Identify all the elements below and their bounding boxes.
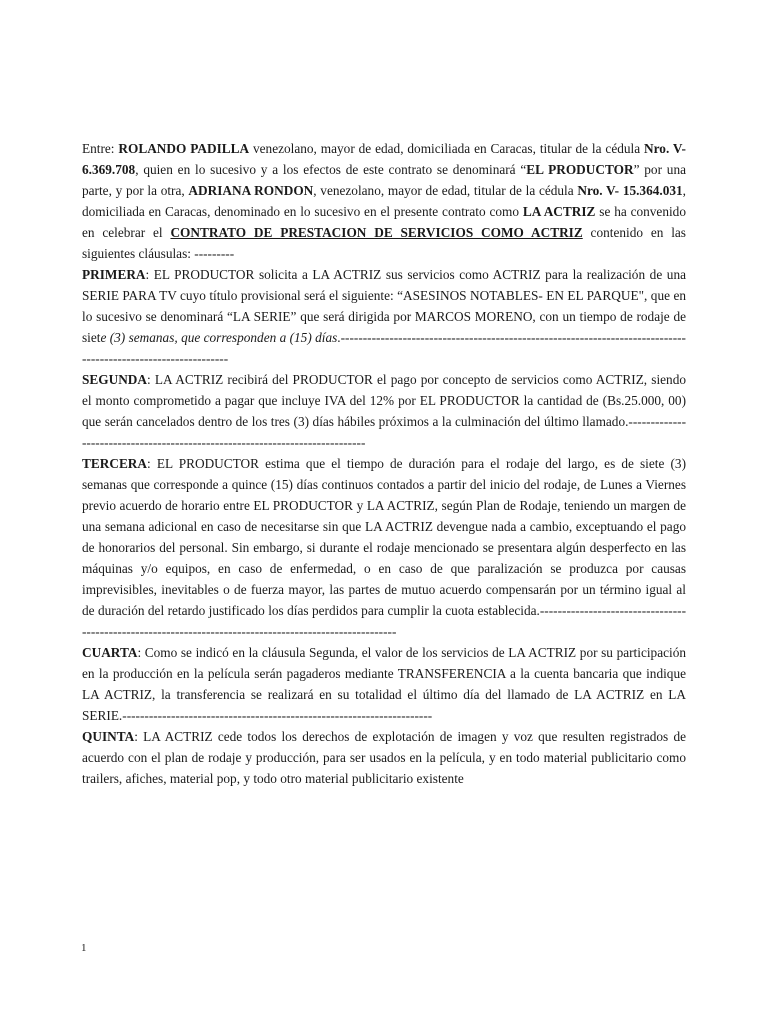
page-number: 1 (81, 942, 87, 954)
clause-text: : LA ACTRIZ cede todos los derechos de explotación de imagen y voz que resulten registrados de acuerdo con el plan de rodaje y producción, para ser usados en la película, y en todo material publicitario como trailers, afiches, material pop, y todo otro material publicitario existente (82, 729, 686, 786)
contract-page (82, 138, 686, 789)
clause-text: .--------------------------------------------------------------------------------------------------------------- (82, 330, 686, 366)
clause-label: SEGUNDA (82, 372, 148, 387)
clause-cuarta (82, 642, 686, 726)
clause-label: PRIMERA (82, 267, 146, 282)
actriz-alias: LA ACTRIZ (522, 204, 596, 219)
clause-quinta (82, 726, 686, 789)
intro-text: Entre: (82, 141, 119, 156)
intro-text: venezolano, mayor de edad, domiciliada en Caracas, titular de la cédula (249, 141, 645, 156)
clause-text: : LA ACTRIZ recibirá del PRODUCTOR el pago por concepto de servicios como ACTRIZ, siendo el monto comprometido a pagar que incluye IVA del 12% por EL PRODUCTOR la cantidad de (Bs.25.000, 00) que serán cancelados dentro de los tres (3) días hábiles próximos a la culminación del último llamado.----------------------------------------------------------------------------- (82, 372, 686, 450)
clause-label: CUARTA (82, 645, 138, 660)
clause-text-italic: e (3) semanas, que corresponden a (15) días (100, 330, 338, 345)
intro-text: , quien en lo sucesivo y a los efectos de este contrato se denominará “ (135, 162, 527, 177)
intro-text: contenido en las siguientes cláusulas: --------- (82, 225, 686, 261)
clause-label: TERCERA (82, 456, 148, 471)
clause-segunda (82, 369, 686, 453)
clause-text: : Como se indicó en la cláusula Segunda, el valor de los servicios de LA ACTRIZ por su participación en la producción en la película serán pagaderos mediante TRANSFERENCIA a la cuenta bancaria que indique LA ACTRIZ, la transferencia se realizará en su totalidad el último día del llamado de LA ACTRIZ en LA SERIE.---------------------------------------------------------------------- (82, 645, 686, 723)
productor-alias: EL PRODUCTOR (526, 162, 634, 177)
clause-label: QUINTA (82, 729, 135, 744)
clause-text: : EL PRODUCTOR solicita a LA ACTRIZ sus servicios como ACTRIZ para la realización de una SERIE PARA TV cuyo título provisional será el siguiente: “ASESINOS NOTABLES- EN EL PARQUE", que en lo sucesivo se denominará “LA SERIE” que será dirigida por MARCOS MORENO, con un tiempo de rodaje de siet (82, 267, 686, 345)
intro-paragraph (82, 138, 686, 264)
clause-tercera (82, 453, 686, 642)
intro-text: ” por una parte, y por la otra, (82, 162, 687, 198)
contract-title: CONTRATO DE PRESTACION DE SERVICIOS COMO ACTRIZ (170, 225, 583, 240)
intro-text: se ha convenido en celebrar el (82, 204, 686, 240)
actriz-id: Nro. V- 15.364.031 (577, 183, 683, 198)
clause-primera (82, 264, 686, 369)
intro-text: , domiciliada en Caracas, denominado en lo sucesivo en el presente contrato como (82, 183, 686, 219)
intro-text: , venezolano, mayor de edad, titular de la cédula (313, 183, 578, 198)
clause-text: : EL PRODUCTOR estima que el tiempo de duración para el rodaje del largo, es de siete (3) semanas que corresponde a quince (15) días continuos contados a partir del inicio del rodaje, de Lunes a Viernes previo acuerdo de horario entre EL PRODUCTOR y LA ACTRIZ, según Plan de Rodaje, teniendo un margen de una semana adicional en caso de necesitarse sin que LA ACTRIZ devengue nada a cambio, exceptuando el pago de honorarios del personal. Sin embargo, si durante el rodaje mencionado se presentara algún desperfecto en las máquinas y/o equipos, en caso de enfermedad, o en caso de que paralización se produzca por causas imprevisibles, inevitables o de fuerza mayor, las partes de mutuo acuerdo compensarán por un término igual al de duración del retardo justificado los días perdidos para cumplir la cuota establecida.-------------------------------------------------------------------------------------------------------- (82, 456, 686, 639)
actriz-name: ADRIANA RONDON (188, 183, 314, 198)
productor-name: ROLANDO PADILLA (118, 141, 250, 156)
productor-id: Nro. V- 6.369.708 (82, 141, 686, 177)
